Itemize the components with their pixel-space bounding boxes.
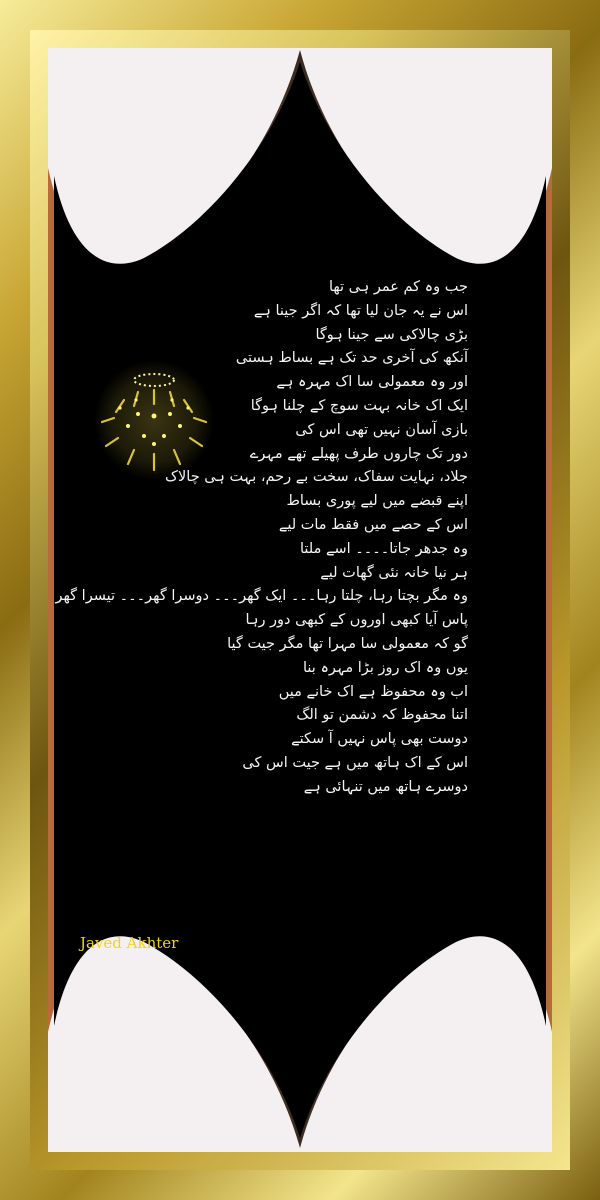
poem-line: اتنا محفوظ کہ دشمن تو الگ: [296, 707, 468, 724]
poem-line: اب وہ محفوظ ہے اک خانے میں: [278, 683, 468, 700]
author-name: Javed Akhter: [80, 934, 179, 952]
poem-line: بڑی چالاکی سے جینا ہوگا: [315, 326, 468, 343]
poem-text: [48, 276, 468, 800]
poem-line: آنکھ کی آخری حد تک ہے بساط ہستی: [235, 350, 468, 367]
poem-line: پاس آیا کبھی اوروں کے کبھی دور رہا: [245, 612, 468, 629]
poem-line: ایک اک خانہ بہت سوچ کے چلنا ہوگا: [250, 397, 468, 414]
poem-line: دوسرے ہاتھ میں تنہائی ہے: [303, 778, 468, 795]
poem-line: اس نے یہ جان لیا تھا کہ اگر جینا ہے: [253, 302, 468, 319]
poem-line: ہر نیا خانہ نئی گھات لیے: [320, 564, 468, 581]
poem-line: اس کے اک ہاتھ میں ہے جیت اس کی: [242, 754, 468, 771]
poem-line: گو کہ معمولی سا مہرا تھا مگر جیت گیا: [227, 635, 468, 652]
poem-line: اپنے قبضے میں لیے پوری بساط: [286, 493, 468, 510]
poem-line: دور تک چاروں طرف پھیلے تھے مہرے: [249, 445, 468, 462]
poem-line: یوں وہ اک روز بڑا مہرہ بنا: [303, 659, 468, 676]
poem-line: اور وہ معمولی سا اک مہرہ ہے: [276, 374, 468, 391]
poem-line: اس کے حصے میں فقط مات لیے: [278, 516, 468, 533]
poem-line: وہ جدھر جاتا۔۔۔۔ اسے ملتا: [299, 540, 468, 557]
poem-line: جلاد، نہایت سفاک، سخت بے رحم، بہت ہی چالاک: [165, 469, 468, 486]
poem-line: دوست بھی پاس نہیں آ سکتے: [291, 731, 468, 748]
poem-line: جب وہ کم عمر ہی تھا: [328, 279, 468, 295]
poem-panel: [48, 48, 552, 1152]
poem-line: بازی آسان نہیں تھی اس کی: [295, 421, 468, 438]
poem-line: وہ مگر بچتا رہا، چلتا رہا۔۔۔ ایک گھر۔۔۔ دوسرا گھر۔۔۔ تیسرا گھر: [55, 588, 468, 605]
